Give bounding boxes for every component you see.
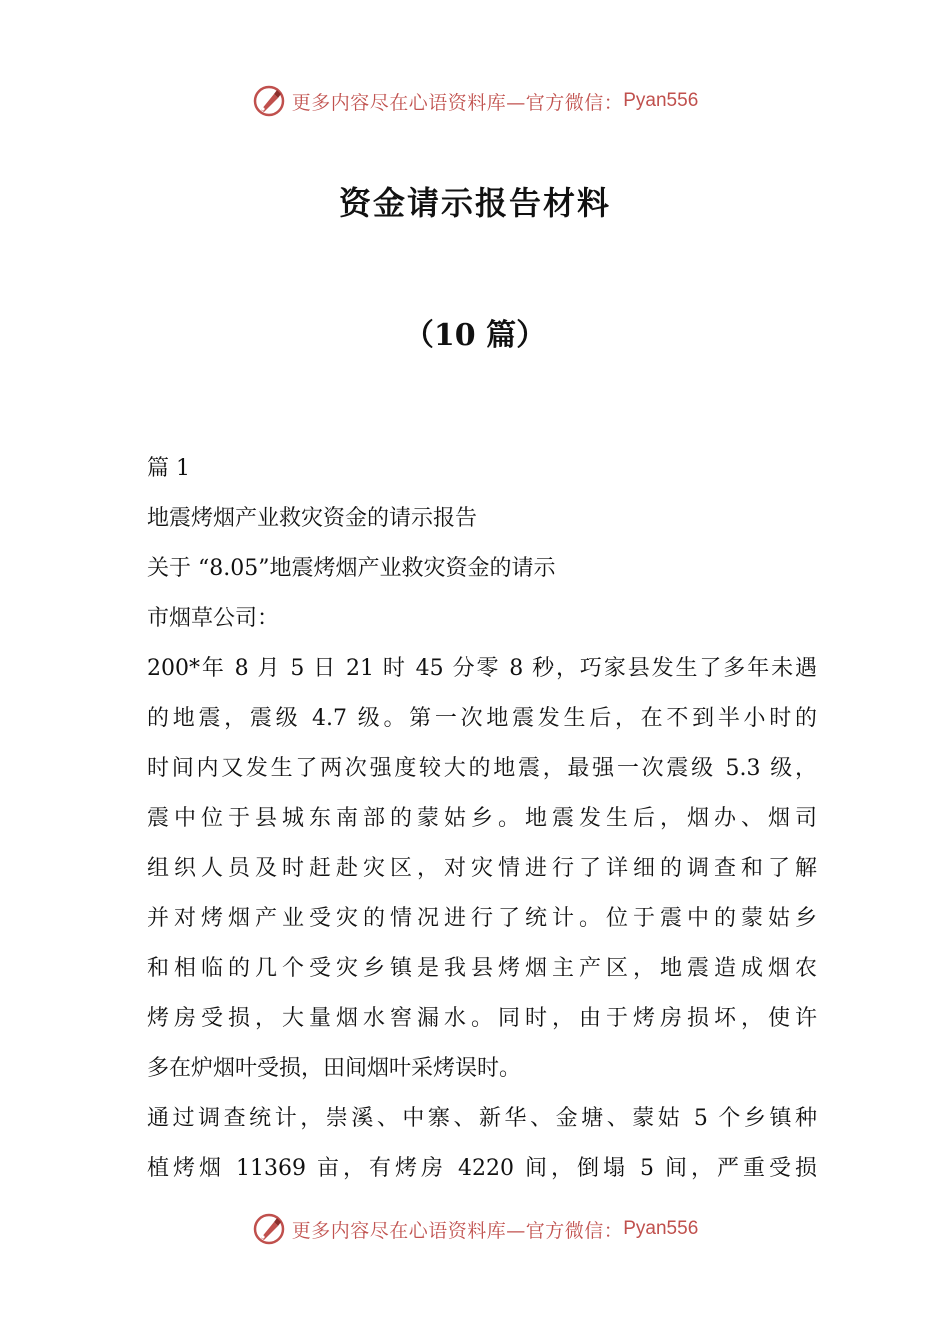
- document-body: [147, 444, 817, 1194]
- body-line: 时间内又发生了两次强度较大的地震，最强一次震级 5.3 级，: [147, 756, 817, 781]
- section-label: 篇 1: [147, 456, 190, 481]
- body-line: 多在炉烟叶受损，田间烟叶采烤误时。: [147, 1056, 522, 1081]
- pen-nib-icon: [252, 84, 286, 118]
- body-line: 200*年 8 月 5 日 21 时 45 分零 8 秒，巧家县发生了多年未遇: [147, 656, 817, 681]
- watermark-text: 更多内容尽在心语资料库—官方微信：: [291, 91, 624, 114]
- footer-watermark: [0, 1212, 950, 1246]
- request-heading: 关于 “8.05”地震烤烟产业救灾资金的请示: [147, 556, 556, 581]
- report-heading: 地震烤烟产业救灾资金的请示报告: [147, 506, 478, 531]
- body-line: 的地震，震级 4.7 级。第一次地震发生后，在不到半小时的: [147, 706, 817, 731]
- document-subtitle: （10 篇）: [403, 318, 547, 353]
- document-title: 资金请示报告材料: [338, 184, 611, 222]
- addressee: 市烟草公司：: [147, 606, 280, 631]
- body-line: 并对烤烟产业受灾的情况进行了统计。位于震中的蒙姑乡: [147, 906, 817, 931]
- header-watermark: [0, 84, 950, 118]
- body-line: 和相临的几个受灾乡镇是我县烤烟主产区，地震造成烟农: [147, 956, 817, 981]
- body-line: 通过调查统计，崇溪、中寨、新华、金塘、蒙姑 5 个乡镇种: [147, 1106, 817, 1131]
- watermark-wechat-id: Pyan556: [623, 1218, 699, 1239]
- body-line: 烤房受损，大量烟水窖漏水。同时，由于烤房损坏，使许: [147, 1006, 817, 1031]
- body-line: 组织人员及时赶赴灾区，对灾情进行了详细的调查和了解: [147, 856, 817, 881]
- body-line: 植烤烟 11369 亩，有烤房 4220 间，倒塌 5 间，严重受损: [147, 1156, 817, 1181]
- pen-nib-icon: [252, 1212, 286, 1246]
- watermark-wechat-id: Pyan556: [623, 90, 699, 111]
- watermark-text: 更多内容尽在心语资料库—官方微信：: [291, 1219, 624, 1242]
- body-line: 震中位于县城东南部的蒙姑乡。地震发生后，烟办、烟司: [147, 806, 817, 831]
